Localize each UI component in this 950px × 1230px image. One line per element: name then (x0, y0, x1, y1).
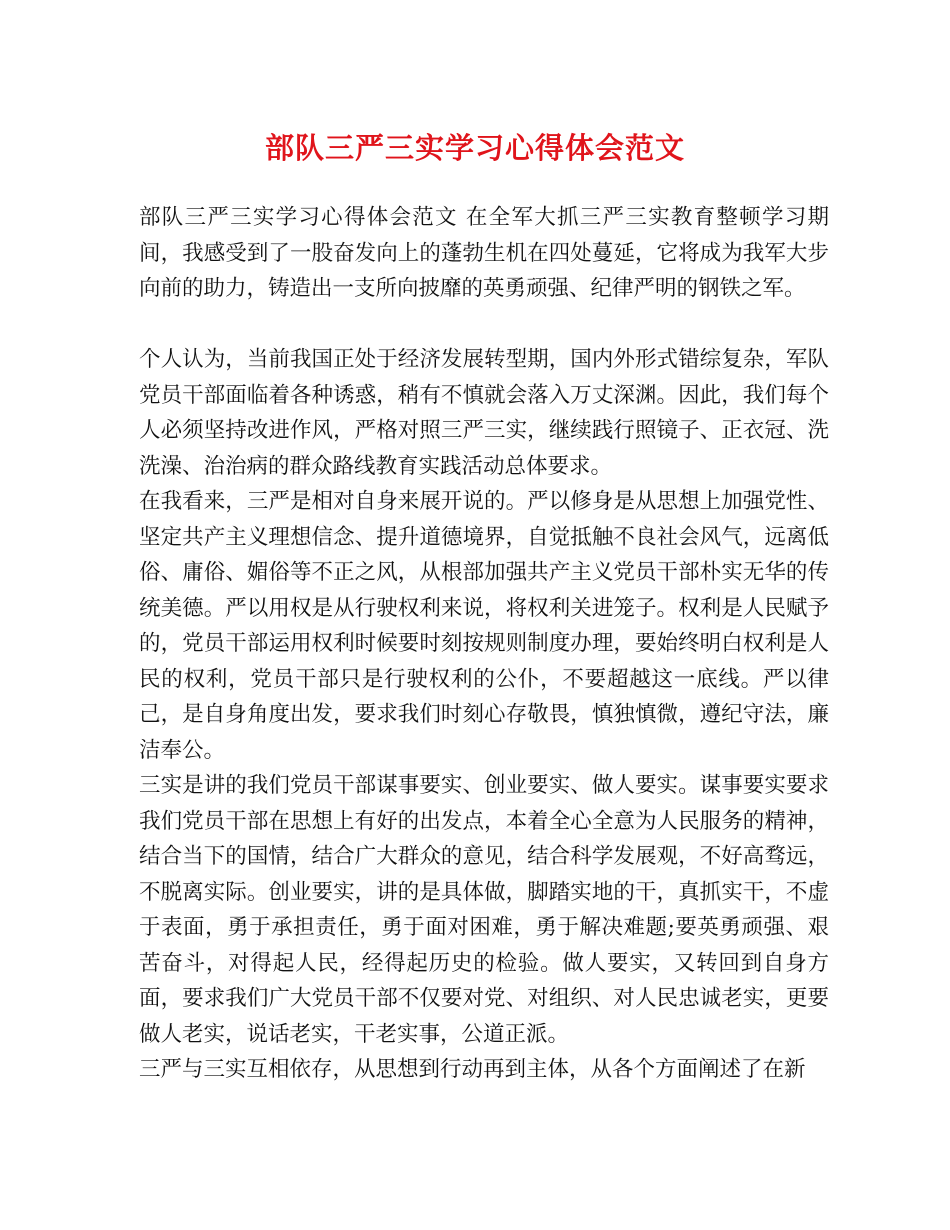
document-title: 部队三严三实学习心得体会范文 (264, 131, 685, 165)
document-body (139, 200, 829, 1088)
paragraph-intro: 部队三严三实学习心得体会范文 在全军大抓三严三实教育整顿学习期间，我感受到了一股奋发向上的蓬勃生机在四处蔓延，它将成为我军大步向前的助力，铸造出一支所向披靡的英勇顽强、纪律严明的钢铁之军。 (139, 205, 829, 301)
paragraph-interdependence: 三严与三实互相依存，从思想到行动再到主体，从各个方面阐述了在新 (139, 1057, 806, 1082)
paragraph-personal-view: 个人认为，当前我国正处于经济发展转型期，国内外形式错综复杂，军队党员干部面临着各种诱惑，稍有不慎就会落入万丈深渊。因此，我们每个人必须坚持改进作风，严格对照三严三实，继续践行照镜子、正衣冠、洗洗澡、治治病的群众路线教育实践活动总体要求。 (139, 347, 829, 479)
paragraph-three-solids: 三实是讲的我们党员干部谋事要实、创业要实、做人要实。谋事要实要求我们党员干部在思想上有好的出发点，本着全心全意为人民服务的精神，结合当下的国情，结合广大群众的意见，结合科学发展观，不好高骛远，不脱离实际。创业要实，讲的是具体做，脚踏实地的干，真抓实干，不虚于表面，勇于承担责任，勇于面对困难，勇于解决难题;要英勇顽强、艰苦奋斗，对得起人民，经得起历史的检验。做人要实，又转回到自身方面，要求我们广大党员干部不仅要对党、对组织、对人民忠诚老实，更要做人老实，说话老实，干老实事，公道正派。 (139, 773, 829, 1047)
paragraph-three-stricts: 在我看来，三严是相对自身来展开说的。严以修身是从思想上加强党性、坚定共产主义理想信念、提升道德境界，自觉抵触不良社会风气，远离低俗、庸俗、媚俗等不正之风，从根部加强共产主义党员干部朴实无华的传统美德。严以用权是从行驶权利来说，将权利关进笼子。权利是人民赋予的，党员干部运用权利时候要时刻按规则制度办理，要始终明白权利是人民的权利，党员干部只是行驶权利的公仆，不要超越这一底线。严以律己，是自身角度出发，要求我们时刻心存敬畏，慎独慎微，遵纪守法，廉洁奉公。 (139, 489, 829, 763)
